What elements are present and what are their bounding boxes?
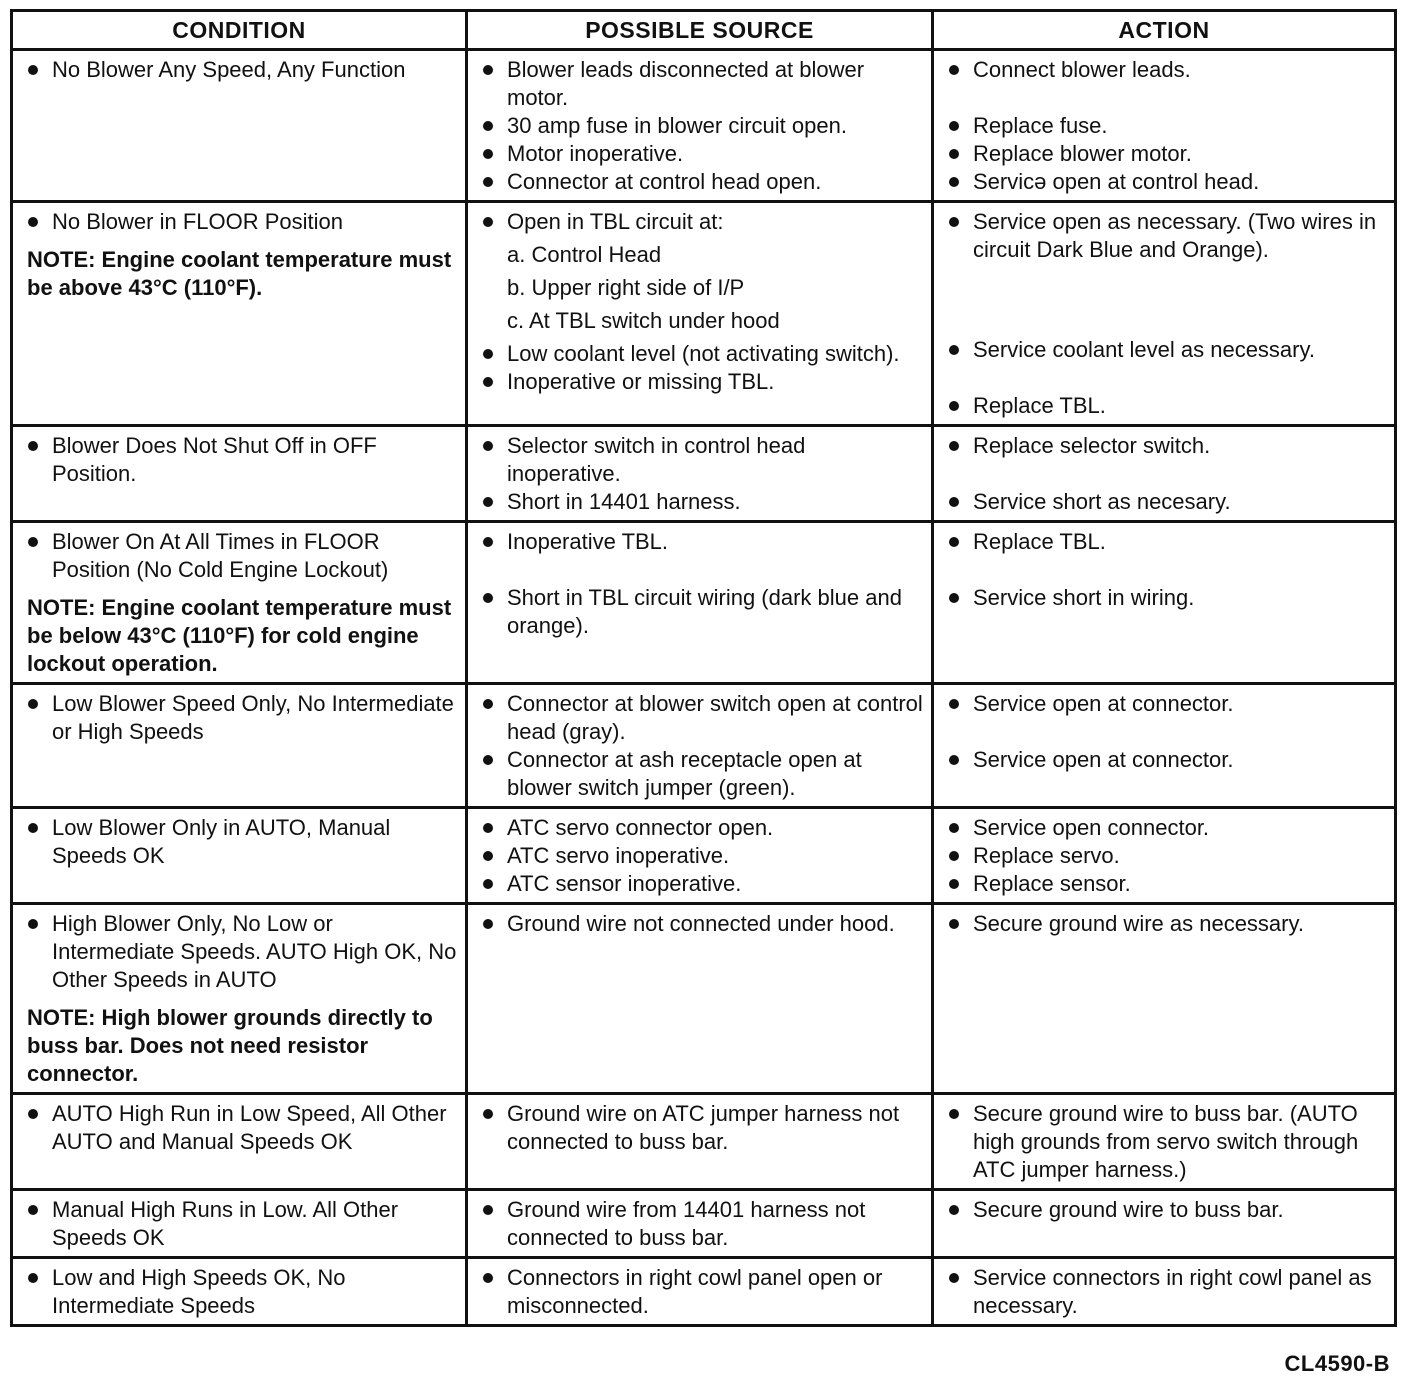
header-row [12,11,1396,50]
action-item: Replace TBL. [948,392,1388,420]
source-item: Short in 14401 harness. [482,488,925,516]
table-row [12,1190,1396,1258]
condition-cell [12,1190,467,1258]
condition-text: Manual High Runs in Low. All Other Speeds OK [27,1196,459,1252]
table-row [12,1258,1396,1326]
table-row [12,1094,1396,1190]
action-cell [933,426,1396,522]
condition-cell [12,202,467,426]
action-item: Service connectors in right cowl panel as necessary. [948,1264,1388,1320]
table-row [12,426,1396,522]
source-cell [467,904,933,1094]
table-row [12,50,1396,202]
action-item: Service open as necessary. (Two wires in circuit Dark Blue and Orange). [948,208,1388,264]
source-item: Low coolant level (not activating switch). [482,340,925,368]
table-row [12,684,1396,808]
action-item: Replace TBL. [948,528,1388,556]
diagnosis-table [10,9,1397,1327]
source-item: Inoperative TBL. [482,528,925,556]
condition-text: Blower Does Not Shut Off in OFF Position. [27,432,459,488]
source-item-text: Open in TBL circuit at: [507,209,724,234]
action-item: Secure ground wire to buss bar. (AUTO high grounds from servo switch through ATC jumper harness.) [948,1100,1388,1184]
condition-text: Blower On At All Times in FLOOR Position (No Cold Engine Lockout) [27,528,459,584]
condition-cell [12,426,467,522]
action-cell [933,808,1396,904]
source-item: Connector at ash receptacle open at blower switch jumper (green). [482,746,925,802]
action-item: Service short in wiring. [948,584,1388,612]
condition-cell [12,1258,467,1326]
source-item: Inoperative or missing TBL. [482,368,925,396]
table-row [12,808,1396,904]
source-item: Connectors in right cowl panel open or misconnected. [482,1264,925,1320]
source-item: Ground wire on ATC jumper harness not connected to buss bar. [482,1100,925,1156]
action-item: Secure ground wire to buss bar. [948,1196,1388,1224]
source-item: Connector at blower switch open at control head (gray). [482,690,925,746]
source-item: Selector switch in control head inoperative. [482,432,925,488]
action-cell [933,522,1396,684]
action-cell [933,684,1396,808]
condition-cell [12,522,467,684]
condition-cell [12,808,467,904]
action-item: Replace selector switch. [948,432,1388,460]
action-item: Servicə open at control head. [948,168,1388,196]
action-item: Replace sensor. [948,870,1388,898]
table-row [12,202,1396,426]
action-item: Connect blower leads. [948,56,1388,84]
figure-reference: CL4590-B [1284,1351,1390,1376]
condition-text: No Blower in FLOOR Position [27,208,459,236]
source-item: Ground wire from 14401 harness not connected to buss bar. [482,1196,925,1252]
source-cell [467,1094,933,1190]
action-item: Replace servo. [948,842,1388,870]
action-item: Service short as necesary. [948,488,1388,516]
action-item: Replace blower motor. [948,140,1388,168]
action-item: Service open at connector. [948,690,1388,718]
sub-source-item: b. Upper right side of I/P [507,275,745,300]
action-cell [933,202,1396,426]
action-item: Replace fuse. [948,112,1388,140]
source-item: ATC sensor inoperative. [482,870,925,898]
source-cell [467,50,933,202]
action-item: Service open connector. [948,814,1388,842]
note-text: NOTE: Engine coolant temperature must be below 43°C (110°F) for cold engine lockout operation. [27,595,452,676]
source-item: Blower leads disconnected at blower motor. [482,56,925,112]
condition-text: Low Blower Speed Only, No Intermediate or High Speeds [27,690,459,746]
source-item: Ground wire not connected under hood. [482,910,925,938]
source-cell [467,1258,933,1326]
source-item: 30 amp fuse in blower circuit open. [482,112,925,140]
action-item: Service open at connector. [948,746,1388,774]
condition-cell [12,684,467,808]
source-item: ATC servo connector open. [482,814,925,842]
sub-source-item: c. At TBL switch under hood [507,308,780,333]
action-cell [933,1094,1396,1190]
diagnosis-chart-sheet [10,9,1394,1327]
table-row [12,522,1396,684]
source-item: Motor inoperative. [482,140,925,168]
source-cell [467,684,933,808]
header-possible-source: POSSIBLE SOURCE [467,11,933,50]
action-item: Secure ground wire as necessary. [948,910,1388,938]
condition-text: Low Blower Only in AUTO, Manual Speeds OK [27,814,459,870]
condition-text: No Blower Any Speed, Any Function [27,56,459,84]
table-row [12,904,1396,1094]
condition-cell [12,904,467,1094]
source-cell [467,522,933,684]
header-condition: CONDITION [12,11,467,50]
source-item: Short in TBL circuit wiring (dark blue and orange). [482,584,925,640]
condition-text: High Blower Only, No Low or Intermediate Speeds. AUTO High OK, No Other Speeds in AUTO [27,910,459,994]
action-cell [933,50,1396,202]
condition-text: AUTO High Run in Low Speed, All Other AUTO and Manual Speeds OK [27,1100,459,1156]
sub-source-item: a. Control Head [507,242,662,267]
condition-text: Low and High Speeds OK, No Intermediate Speeds [27,1264,459,1320]
condition-cell [12,50,467,202]
note-text: NOTE: High blower grounds directly to buss bar. Does not need resistor connector. [27,1005,433,1086]
condition-cell [12,1094,467,1190]
source-item: ATC servo inoperative. [482,842,925,870]
action-cell [933,904,1396,1094]
header-action: ACTION [933,11,1396,50]
source-cell [467,808,933,904]
source-cell [467,1190,933,1258]
source-cell [467,426,933,522]
action-cell [933,1190,1396,1258]
action-item: Service coolant level as necessary. [948,336,1388,364]
action-cell [933,1258,1396,1326]
source-item [482,208,925,335]
note-text: NOTE: Engine coolant temperature must be above 43°C (110°F). [27,247,452,300]
source-item: Connector at control head open. [482,168,925,196]
source-cell [467,202,933,426]
